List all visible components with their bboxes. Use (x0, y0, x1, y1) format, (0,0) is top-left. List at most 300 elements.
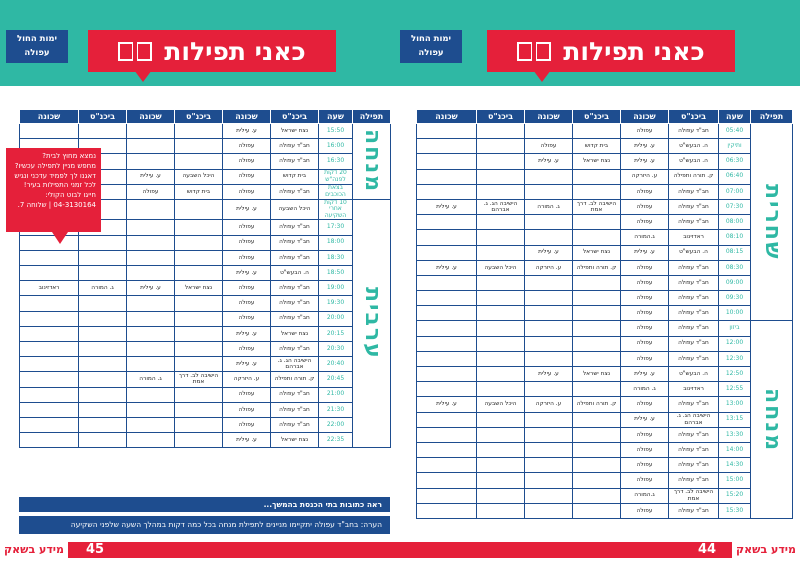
synagogue-cell (79, 311, 127, 326)
open-book-icon (517, 39, 551, 63)
prayer-section-label: מנחה (759, 387, 785, 452)
synagogue-cell (477, 230, 525, 245)
synagogue-cell: הישיבה לב. דרך אמת (175, 372, 223, 387)
synagogue-cell: נצח ישראל (573, 154, 621, 169)
table-row (417, 260, 793, 275)
time-cell: 12:50 (719, 367, 751, 382)
col-header: שכונה (621, 110, 669, 124)
synagogue-cell: חב"ד עפולה (669, 397, 719, 412)
neighborhood-cell (20, 417, 79, 432)
synagogue-cell: חב"ד עפולה (669, 458, 719, 473)
synagogue-cell: חב"ד עפולה (271, 311, 319, 326)
neighborhood-cell (127, 199, 175, 220)
table-row (20, 433, 391, 448)
time-cell: 08:00 (719, 215, 751, 230)
time-cell: 08:10 (719, 230, 751, 245)
neighborhood-cell: עפולה (525, 139, 573, 154)
neighborhood-cell: ע. היזרקה (525, 397, 573, 412)
time-cell: 15:00 (719, 473, 751, 488)
time-cell: 13:00 (719, 397, 751, 412)
time-cell: 09:00 (719, 275, 751, 290)
time-cell: 20:00 (319, 311, 353, 326)
time-cell: בצאת הכוכבים (319, 184, 353, 199)
time-cell: 07:00 (719, 184, 751, 199)
neighborhood-cell (417, 124, 477, 139)
neighborhood-cell: עפולה (621, 503, 669, 518)
synagogue-cell: חב"ד עפולה (271, 184, 319, 199)
col-header: שכונה (127, 110, 175, 124)
callout-line: נמצא מחוץ לבית? (42, 152, 96, 160)
table-row (417, 382, 793, 397)
synagogue-cell (477, 154, 525, 169)
addresses-note: ראה כתובות בתי הכנסת בהמשך... (19, 497, 390, 512)
col-header: שעה (319, 110, 353, 124)
synagogue-cell (477, 275, 525, 290)
callout-line: חייגו לבוט הקולי: (45, 191, 96, 200)
synagogue-cell: ה. הבעש"ט (669, 154, 719, 169)
prayer-section-cell (353, 124, 391, 200)
table-row (20, 372, 391, 387)
synagogue-cell: נצח ישראל (271, 326, 319, 341)
synagogue-cell (79, 326, 127, 341)
neighborhood-cell: ע. עילית (223, 357, 271, 372)
synagogue-cell (477, 351, 525, 366)
synagogue-cell (477, 412, 525, 427)
neighborhood-cell (20, 266, 79, 281)
synagogue-cell (477, 245, 525, 260)
col-header: ביכנ"ס (477, 110, 525, 124)
callout-phone: 04-3130164 | שלוחה 7. (17, 200, 96, 209)
neighborhood-cell (20, 326, 79, 341)
synagogue-cell (477, 336, 525, 351)
synagogue-cell: היכל השבעה (477, 260, 525, 275)
table-row (20, 341, 391, 356)
footer-bar (400, 542, 800, 558)
time-cell: 16:00 (319, 139, 353, 154)
synagogue-cell: ראדזינוב (669, 382, 719, 397)
time-cell: ותיקין (719, 139, 751, 154)
neighborhood-cell (417, 427, 477, 442)
synagogue-cell (175, 357, 223, 372)
neighborhood-cell: ע. עילית (621, 154, 669, 169)
neighborhood-cell: עפולה (621, 442, 669, 457)
neighborhood-cell (525, 351, 573, 366)
synagogue-cell (175, 124, 223, 139)
synagogue-cell (175, 387, 223, 402)
neighborhood-cell: עפולה (621, 260, 669, 275)
synagogue-cell (79, 235, 127, 250)
col-header: ביכנ"ס (669, 110, 719, 124)
table-row (417, 215, 793, 230)
table-row (20, 235, 391, 250)
synagogue-cell: חב"ד עפולה (669, 306, 719, 321)
neighborhood-cell (20, 387, 79, 402)
page-number: 45 (86, 542, 105, 557)
synagogue-cell (477, 427, 525, 442)
table-row (417, 306, 793, 321)
table-header-row (20, 110, 391, 124)
table-row (417, 275, 793, 290)
table-row (20, 124, 391, 139)
time-cell: 05:40 (719, 124, 751, 139)
city-label: עפולה (24, 48, 50, 58)
synagogue-cell (79, 296, 127, 311)
synagogue-cell: חב"ד עפולה (271, 417, 319, 432)
neighborhood-cell: ע. עילית (621, 139, 669, 154)
table-row (20, 357, 391, 372)
col-header: שכונה (525, 110, 573, 124)
neighborhood-cell: עפולה (621, 458, 669, 473)
neighborhood-cell (127, 154, 175, 169)
neighborhood-cell (20, 433, 79, 448)
synagogue-cell: הישיבה הג. ג. אברהם (271, 357, 319, 372)
neighborhood-cell: ג. המורה (127, 372, 175, 387)
synagogue-cell: ה. הבעש"ט (669, 245, 719, 260)
neighborhood-cell: ע. עילית (621, 367, 669, 382)
synagogue-cell: היכל השבעה (271, 199, 319, 220)
neighborhood-cell (417, 321, 477, 336)
neighborhood-cell (127, 402, 175, 417)
synagogue-cell (175, 154, 223, 169)
neighborhood-cell: עפולה (621, 291, 669, 306)
title-banner (88, 30, 336, 72)
time-cell: 12:30 (719, 351, 751, 366)
synagogue-cell (175, 139, 223, 154)
table-row (417, 458, 793, 473)
neighborhood-cell: ע. עילית (417, 397, 477, 412)
synagogue-cell (477, 488, 525, 503)
schedule-table-right (416, 109, 793, 519)
synagogue-cell (175, 326, 223, 341)
synagogue-cell: חב"ד עפולה (669, 336, 719, 351)
time-cell: 08:15 (719, 245, 751, 260)
synagogue-cell: היכל השבעה (477, 397, 525, 412)
table-row (20, 326, 391, 341)
neighborhood-cell (525, 291, 573, 306)
table-row (417, 139, 793, 154)
synagogue-cell: בית קדוש (573, 139, 621, 154)
neighborhood-cell: ג.המורה (621, 488, 669, 503)
weekday-label: ימות החול (16, 34, 58, 44)
synagogue-cell (573, 124, 621, 139)
synagogue-cell (175, 220, 223, 235)
neighborhood-cell: ע. עילית (621, 245, 669, 260)
neighborhood-cell: עפולה (621, 473, 669, 488)
synagogue-cell (477, 169, 525, 184)
neighborhood-cell (525, 382, 573, 397)
neighborhood-cell (127, 311, 175, 326)
synagogue-cell (175, 402, 223, 417)
synagogue-cell: נצח ישראל (271, 433, 319, 448)
time-cell: 20:40 (319, 357, 353, 372)
synagogue-cell: נצח ישראל (573, 367, 621, 382)
synagogue-cell (175, 341, 223, 356)
time-cell: 17:30 (319, 220, 353, 235)
time-cell: 15:30 (719, 503, 751, 518)
neighborhood-cell: עפולה (223, 311, 271, 326)
time-cell: 13:30 (719, 427, 751, 442)
synagogue-cell: ק. תורה ותפילה (271, 372, 319, 387)
time-cell: 20:45 (319, 372, 353, 387)
time-cell: 06:40 (719, 169, 751, 184)
open-book-icon (118, 39, 152, 63)
neighborhood-cell: עפולה (223, 402, 271, 417)
synagogue-cell (477, 473, 525, 488)
neighborhood-cell: עפולה (621, 275, 669, 290)
synagogue-cell: בית קדוש (271, 169, 319, 184)
col-header: תפילה (751, 110, 793, 124)
synagogue-cell: ק. תורה ותפילה (669, 169, 719, 184)
table-header-row (417, 110, 793, 124)
synagogue-cell (477, 503, 525, 518)
neighborhood-cell: עפולה (223, 139, 271, 154)
table-row (417, 199, 793, 214)
synagogue-cell (175, 235, 223, 250)
neighborhood-cell (417, 442, 477, 457)
neighborhood-cell (127, 341, 175, 356)
synagogue-cell (477, 291, 525, 306)
table-row (417, 488, 793, 503)
time-cell: 21:30 (319, 402, 353, 417)
table-row (20, 402, 391, 417)
time-cell: 20 דקות לפנה"ש (319, 169, 353, 184)
synagogue-cell (477, 306, 525, 321)
neighborhood-cell: ע. עילית (223, 326, 271, 341)
col-header: תפילה (353, 110, 391, 124)
table-row (417, 291, 793, 306)
table-row (417, 412, 793, 427)
neighborhood-cell (417, 306, 477, 321)
neighborhood-cell (127, 387, 175, 402)
neighborhood-cell: עפולה (223, 296, 271, 311)
synagogue-cell (573, 275, 621, 290)
neighborhood-cell (525, 503, 573, 518)
time-cell: 07:30 (719, 199, 751, 214)
synagogue-cell (175, 199, 223, 220)
synagogue-cell (79, 402, 127, 417)
synagogue-cell: הישיבה לב. דרך אמת (573, 199, 621, 214)
table-row (417, 169, 793, 184)
table-row (20, 250, 391, 265)
synagogue-cell (477, 367, 525, 382)
neighborhood-cell (127, 250, 175, 265)
neighborhood-cell (417, 230, 477, 245)
neighborhood-cell: ע. היזרקה (621, 169, 669, 184)
neighborhood-cell: עפולה (621, 351, 669, 366)
time-cell: 19:30 (319, 296, 353, 311)
table-row (417, 442, 793, 457)
neighborhood-cell: ע. עילית (525, 154, 573, 169)
neighborhood-cell: ג. המורה (621, 382, 669, 397)
neighborhood-cell (20, 311, 79, 326)
synagogue-cell: חב"ד עפולה (271, 250, 319, 265)
neighborhood-cell (525, 169, 573, 184)
neighborhood-cell: עפולה (621, 184, 669, 199)
neighborhood-cell (417, 336, 477, 351)
neighborhood-cell: ג.המורה (621, 230, 669, 245)
synagogue-cell: חב"ד עפולה (669, 199, 719, 214)
synagogue-cell (175, 417, 223, 432)
mincha-remark: הערה: בחב"ד עפולה יתקיימו מניינים לתפילת מנחה בכל כמה דקות במהלך השעה שלפני השקיעה (19, 516, 390, 534)
prayer-section-label: שחרית (759, 183, 785, 261)
synagogue-cell (573, 336, 621, 351)
neighborhood-cell: עפולה (621, 427, 669, 442)
synagogue-cell: חב"ד עפולה (669, 260, 719, 275)
synagogue-cell: חב"ד עפולה (669, 275, 719, 290)
neighborhood-cell (127, 326, 175, 341)
city-label: עפולה (418, 48, 444, 58)
neighborhood-cell: עפולה (621, 306, 669, 321)
neighborhood-cell (525, 336, 573, 351)
time-cell: 15:50 (319, 124, 353, 139)
synagogue-cell: חב"ד עפולה (669, 321, 719, 336)
synagogue-cell (79, 250, 127, 265)
neighborhood-cell: עפולה (621, 199, 669, 214)
neighborhood-cell (20, 357, 79, 372)
neighborhood-cell (417, 488, 477, 503)
neighborhood-cell (525, 275, 573, 290)
title-banner (487, 30, 735, 72)
synagogue-cell: חב"ד עפולה (669, 215, 719, 230)
page-header (0, 0, 400, 86)
time-cell: 20:30 (319, 341, 353, 356)
neighborhood-cell (127, 357, 175, 372)
weekday-badge (400, 30, 462, 63)
neighborhood-cell: עפולה (621, 215, 669, 230)
synagogue-cell (573, 169, 621, 184)
synagogue-cell: חב"ד עפולה (669, 427, 719, 442)
time-cell: 21:00 (319, 387, 353, 402)
synagogue-cell: חב"ד עפולה (271, 154, 319, 169)
table-row (20, 311, 391, 326)
neighborhood-cell: עפולה (621, 124, 669, 139)
synagogue-cell: חב"ד עפולה (669, 473, 719, 488)
synagogue-cell: היכל השבעה (175, 169, 223, 184)
synagogue-cell (573, 382, 621, 397)
hotline-callout (6, 148, 101, 232)
neighborhood-cell: ע. עילית (525, 245, 573, 260)
synagogue-cell: חב"ד עפולה (271, 402, 319, 417)
neighborhood-cell: עפולה (621, 397, 669, 412)
neighborhood-cell (525, 124, 573, 139)
synagogue-cell (573, 503, 621, 518)
prayer-section-label: מנחה (359, 129, 385, 194)
synagogue-cell: חב"ד עפולה (271, 296, 319, 311)
synagogue-cell: הישיבה לב. דרך אמת (669, 488, 719, 503)
time-cell: 10 דקות אחרי השקיעה (319, 199, 353, 220)
neighborhood-cell: עפולה (223, 417, 271, 432)
time-cell: 08:30 (719, 260, 751, 275)
brand-logo: מידע בשאק (732, 542, 800, 558)
neighborhood-cell (417, 351, 477, 366)
table-row (417, 321, 793, 336)
neighborhood-cell (127, 139, 175, 154)
neighborhood-cell: עפולה (223, 235, 271, 250)
neighborhood-cell (20, 250, 79, 265)
table-row (417, 124, 793, 139)
synagogue-cell (175, 296, 223, 311)
time-cell: 06:30 (719, 154, 751, 169)
synagogue-cell (477, 458, 525, 473)
neighborhood-cell (417, 382, 477, 397)
time-cell: 18:30 (319, 250, 353, 265)
neighborhood-cell (525, 427, 573, 442)
synagogue-cell: חב"ד עפולה (669, 124, 719, 139)
synagogue-cell: נצח ישראל (271, 124, 319, 139)
neighborhood-cell (417, 503, 477, 518)
synagogue-cell: ראדזינוב (669, 230, 719, 245)
synagogue-cell: בית קדוש (175, 184, 223, 199)
time-cell: 14:30 (719, 458, 751, 473)
synagogue-cell (477, 139, 525, 154)
synagogue-cell: חב"ד עפולה (271, 387, 319, 402)
synagogue-cell: חב"ד עפולה (669, 503, 719, 518)
synagogue-cell: ק. תורה ותפילה (573, 260, 621, 275)
synagogue-cell (573, 184, 621, 199)
neighborhood-cell: ע. עילית (525, 367, 573, 382)
time-cell: 22:35 (319, 433, 353, 448)
time-cell: 09:30 (719, 291, 751, 306)
weekday-label: ימות החול (410, 34, 452, 44)
synagogue-cell: ה. הבעש"ט (669, 367, 719, 382)
synagogue-cell (477, 215, 525, 230)
table-row (417, 473, 793, 488)
col-header: שעה (719, 110, 751, 124)
table-row (417, 427, 793, 442)
page-44 (400, 0, 800, 566)
synagogue-cell (79, 124, 127, 139)
time-cell: 15:20 (719, 488, 751, 503)
synagogue-cell (573, 215, 621, 230)
time-cell: 20:15 (319, 326, 353, 341)
synagogue-cell: נצח ישראל (573, 245, 621, 260)
neighborhood-cell (525, 412, 573, 427)
brand-logo: מידע בשאק (0, 542, 68, 558)
synagogue-cell (79, 357, 127, 372)
synagogue-cell: ג. המורה (79, 281, 127, 296)
page-header (400, 0, 800, 86)
time-cell: 14:00 (719, 442, 751, 457)
table-row (20, 417, 391, 432)
synagogue-cell (573, 473, 621, 488)
neighborhood-cell: עפולה (621, 321, 669, 336)
synagogue-cell (573, 321, 621, 336)
synagogue-cell (573, 306, 621, 321)
neighborhood-cell: ע. עילית (417, 260, 477, 275)
neighborhood-cell (417, 215, 477, 230)
callout-tail (52, 232, 68, 244)
synagogue-cell (175, 433, 223, 448)
neighborhood-cell: עפולה (223, 154, 271, 169)
neighborhood-cell: ע. עילית (223, 124, 271, 139)
synagogue-cell: ה. הבעש"ט (669, 139, 719, 154)
synagogue-cell: נצח ישראל (175, 281, 223, 296)
callout-line: מחפש מניין לתפילה עכשיו? (14, 161, 96, 170)
neighborhood-cell (127, 124, 175, 139)
synagogue-cell (175, 266, 223, 281)
neighborhood-cell (417, 169, 477, 184)
neighborhood-cell: ראדזינוב (20, 281, 79, 296)
neighborhood-cell (417, 458, 477, 473)
neighborhood-cell (127, 266, 175, 281)
neighborhood-cell (525, 458, 573, 473)
title-banner-tail (134, 70, 152, 82)
synagogue-cell (477, 124, 525, 139)
neighborhood-cell: ע. עילית (223, 199, 271, 220)
prayer-section-cell (353, 199, 391, 447)
col-header: שכונה (20, 110, 79, 124)
neighborhood-cell: עפולה (223, 341, 271, 356)
